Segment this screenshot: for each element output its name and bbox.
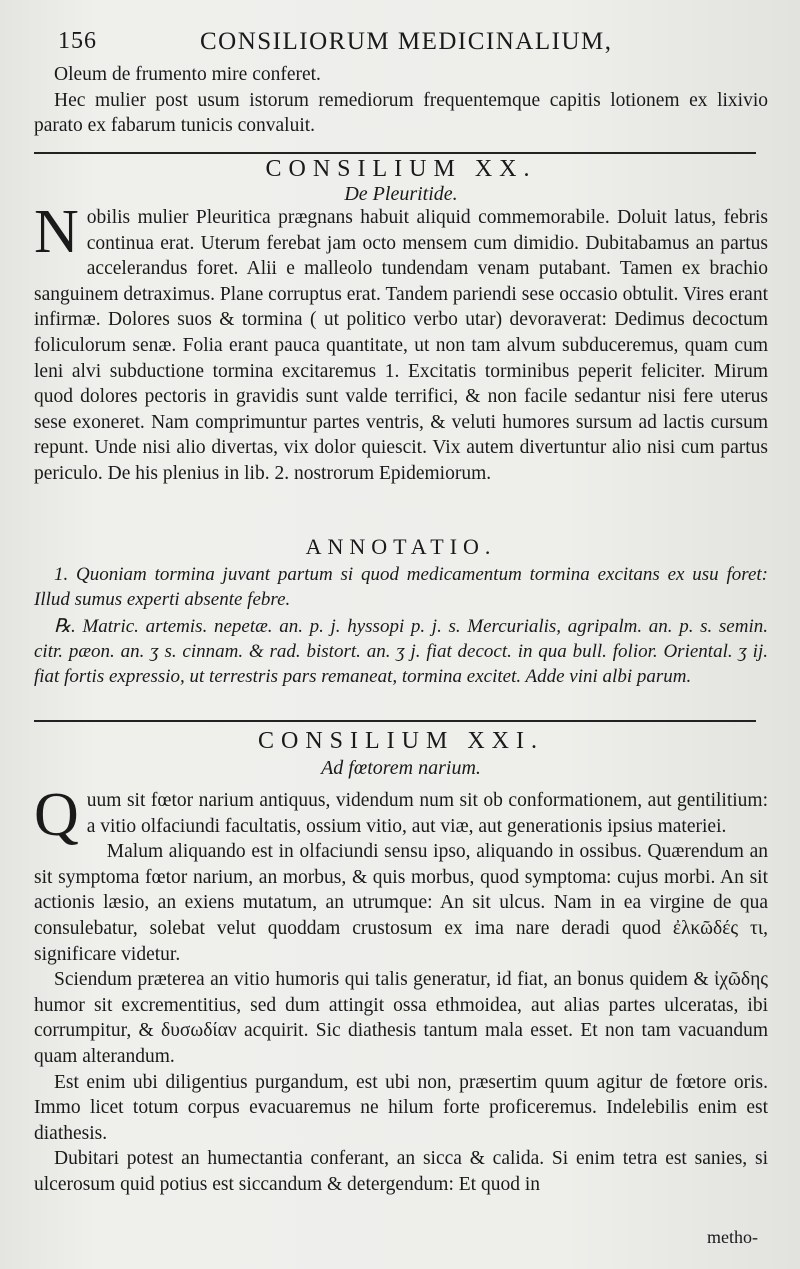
annotatio-recipe: ℞. Matric. artemis. nepetæ. an. p. j. hyssopi p. j. s. Mercurialis, agripalm. an. p. s. semin. citr. pæon. an. ʒ s. cinnam. & rad. bistort. an. ʒ j. fiat decoct. in qua bull. folior. Oriental. ʒ ij. fiat fortis expressio, ut terrestris pars remaneat, tormina excitet. Adde vini albi parum. [34,616,768,687]
consilium-21-body [34,781,768,1198]
consilium-21-paragraph-3: Sciendum præterea an vitio humoris qui talis generatur, id fiat, an bonus quidem & ἰχῶδης humor sit excrementitius, sed dum attingit ossa ethmoidea, aut alias partes ulceratas, ibi corrumpitur, & δυσωδίαν acquirit. Sic diathesis tantum mala esset. Et non tam vacuandum quam alterandum. [34,969,768,1067]
consilium-21-text-1: uum sit fœtor narium antiquus, videndum num sit ob conformationem, aut gentilitium: a vitio olfaciundi facultatis, ossium vitio, aut viæ, aut generationis ipsius materiei. [86,790,768,837]
consilium-20-text: obilis mulier Pleuritica prægnans habuit aliquid commemorabile. Doluit latus, febris continua erat. Uterum ferebat jam octo mensem cum dimidio. Dubitabamus an partus accelerandus foret. Alii e malleolo tundendam venam putabant. Tamen ex brachio sanguinem detraximus. Plane corruptus erat. Tandem pariendi sese occasio obtulit. Vires erant infirmæ. Dolores suos & tormina ( ut politico verbo utar) devoraverat: Dedimus decoctum foliculorum senæ. Folia erant pauca quantitate, ut non tam alvum subduceremus, quam cum leni alvi subductione tormina excitaremus 1. Excitatis torminibus peperit feliciter. Mirum quod dolores pectoris in gravidis sunt valde terrifici, & non facile sedantur nisi fere uterus sese exoneret. Nam comprimuntur partes ventris, & veluti humores sursum ad lactis cursum repunt. Unde nisi alio divertas, vix dolor quiescit. Vix autem divertuntur alio nisi cum partus periculo. De his plenius in lib. 2. nostrorum Epidemiorum. [34,207,768,484]
consilium-21-title: CONSILIUM XXI. [258,728,544,754]
consilium-21-subtitle: Ad fœtorem narium. [321,757,481,779]
running-head: CONSILIORUM MEDICINALIUM, [200,28,613,55]
catchword: metho- [707,1227,758,1247]
consilium-21-paragraph-1 [34,781,768,849]
intro-block [34,62,768,139]
intro-line-1: Oleum de frumento mire conferet. [54,64,321,85]
consilium-20-title: CONSILIUM XX. [265,156,537,182]
annotatio-block [34,562,768,689]
intro-line-2: Hec mulier post usum istorum remediorum frequentemque capitis lotionem ex lixivio parato ex fabarum tunicis convaluit. [34,89,768,137]
consilium-20-paragraph [34,198,768,487]
annotatio-title: ANNOTATIO. [305,534,497,559]
section-divider-1 [34,152,756,154]
consilium-20-body [34,198,768,487]
dropcap-q: Q [34,781,79,849]
page-header [0,22,800,62]
annotatio-note-1: 1. Quoniam tormina juvant partum si quod medicamentum tormina excitans ex usu foret: Illud sumus experti absente febre. [34,564,768,610]
section-divider-2 [34,720,756,722]
consilium-21-paragraph-5: Dubitari potest an humectantia conferant, an sicca & calida. Si enim tetra est sanies, si ulcerosum quid potius est siccandum & detergendum: Et quod in [34,1148,768,1195]
consilium-21-paragraph-4: Est enim ubi diligentius purgandum, est ubi non, præsertim quum agitur de fœtore oris. Immo licet totum corpus evacuaremus ne hilum forte proficeremus. Indelebilis enim est diathesis. [34,1071,768,1144]
consilium-20-subtitle: De Pleuritide. [344,183,458,205]
dropcap-n: N [34,198,79,266]
page-number: 156 [58,28,97,54]
consilium-21-paragraph-2: Malum aliquando est in olfaciundi sensu ipso, aliquando in ossibus. Quærendum an sit symptoma fœtor narium, an morbus, & quis morbus, quod symptoma: cujus morbi. An sit actionis læsio, an exiens mutatum, an utrumque: An sit ulcus. Nam in ea virgine de qua consulebatur, solebat velut quoddam crustosum ex ima nare deradi quod ἐλκῶδές τι, significare videtur. [34,841,768,965]
